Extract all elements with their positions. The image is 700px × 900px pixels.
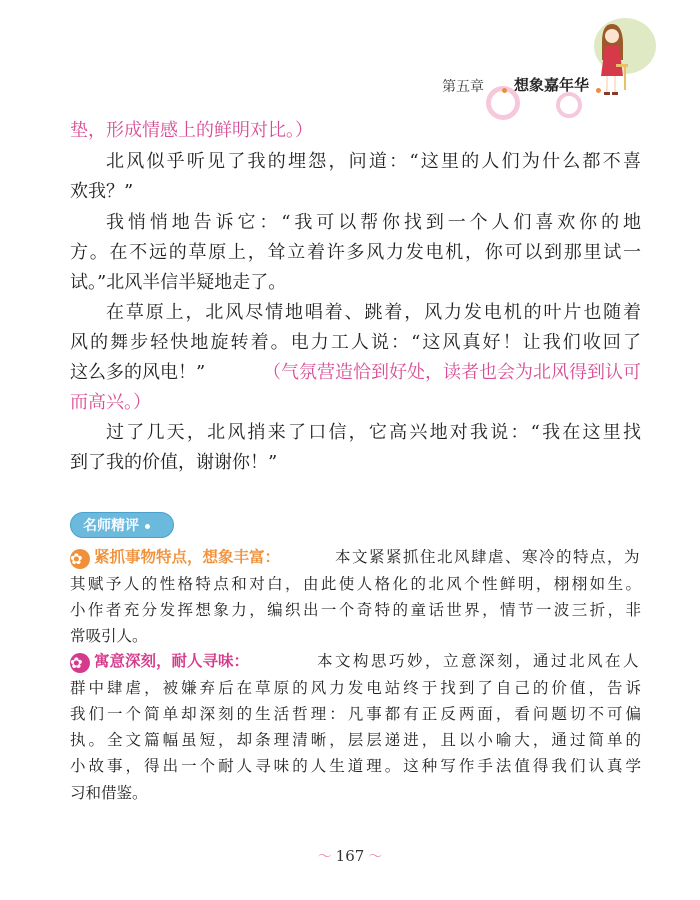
review-line [70, 651, 641, 673]
body-line: 到了我的价值，谢谢你！” [70, 452, 278, 473]
body-text: 这么多的风电！” [70, 362, 206, 383]
review-line: 群中肆虐，被嫌弃后在草原的风力发电站终于找到了自己的价值，告诉 [70, 679, 641, 697]
review-badge [70, 512, 174, 538]
flower-icon: ✿ [70, 549, 90, 569]
review-line: 执。全文篇幅虽短，却条理清晰，层层递进，且以小喻大，通过简单的 [70, 731, 641, 749]
body-line: 欢我？” [70, 181, 134, 202]
review-line: 常吸引人。 [70, 627, 148, 645]
annotation-text: （气氛营造恰到好处，读者也会为北风得到认可 [263, 362, 641, 383]
flower-icon: ✿ [70, 653, 90, 673]
review-line [70, 547, 641, 569]
review-text: 本文紧紧抓住北风肆虐、寒冷的特点，为 [334, 548, 641, 566]
dot-icon [145, 524, 150, 529]
decorative-circle [556, 92, 582, 118]
review-line: 习和借鉴。 [70, 784, 148, 802]
body-line: 垫，形成情感上的鲜明对比。） [70, 120, 313, 141]
body-line: 在草原上，北风尽情地唱着、跳着，风力发电机的叶片也随着 [106, 302, 641, 323]
review-title-text: 寓意深刻，耐人寻味： [94, 652, 250, 670]
girl-illustration-icon [592, 20, 632, 102]
page-number: 167 [335, 847, 365, 865]
dot-icon [502, 88, 507, 93]
review-title-1 [70, 547, 280, 569]
review-line: 我们一个简单却深刻的生活哲理：凡事都有正反两面，看问题切不可偏 [70, 705, 641, 723]
page-footer [0, 846, 700, 866]
chapter-label: 第五章 [442, 79, 484, 95]
body-line: 方。在不远的草原上，耸立着许多风力发电机，你可以到那里试一 [70, 242, 641, 263]
review-line: 小作者充分发挥想象力，编织出一个奇特的童话世界，情节一波三折，非 [70, 601, 641, 619]
body-line: 风的舞步轻快地旋转着。电力工人说：“这风真好！让我们收回了 [70, 332, 641, 353]
body-line: 我悄悄地告诉它：“我可以帮你找到一个人们喜欢你的地 [106, 212, 641, 233]
review-text: 本文构思巧妙，立意深刻，通过北风在人 [316, 652, 641, 670]
wing-left-icon: 〜 [317, 849, 332, 865]
review-line: 其赋予人的性格特点和对白，由此使人格化的北风个性鲜明，栩栩如生。 [70, 575, 641, 593]
review-line: 小故事，得出一个耐人寻味的人生道理。这种写作手法值得我们认真学 [70, 757, 641, 775]
section-title: 想象嘉年华 [514, 76, 590, 94]
review-title-2 [70, 651, 249, 673]
review-title-text: 紧抓事物特点，想象丰富： [94, 548, 281, 566]
body-line [70, 362, 641, 384]
wing-right-icon: 〜 [368, 849, 383, 865]
body-line: 试。”北风半信半疑地走了。 [70, 272, 287, 293]
review-badge-label: 名师精评 [83, 518, 139, 534]
body-line: 过了几天，北风捎来了口信，它高兴地对我说：“我在这里找 [106, 422, 641, 443]
annotation-line: 而高兴。） [70, 392, 151, 413]
body-line: 北风似乎听见了我的埋怨，问道：“这里的人们为什么都不喜 [106, 151, 641, 172]
